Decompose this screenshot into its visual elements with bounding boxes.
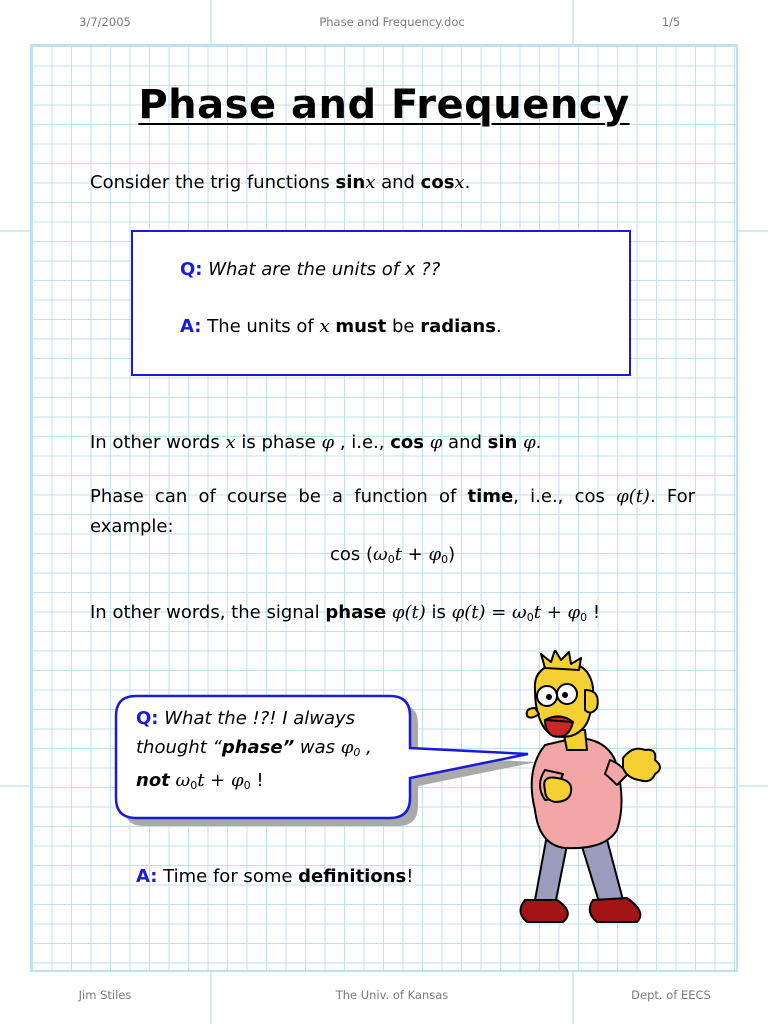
- p1-and: and: [442, 432, 488, 453]
- header-date: 3/7/2005: [79, 15, 131, 29]
- intro-sentence: [90, 172, 470, 193]
- qa-q-text: What are the units of x ??: [208, 259, 441, 280]
- p3-sub0a: 0: [526, 611, 534, 624]
- qa-q-label: Q:: [180, 259, 203, 280]
- p3-bang: !: [587, 602, 601, 623]
- p1-end: .: [535, 432, 542, 453]
- bubble-phi0: φ: [340, 737, 354, 758]
- bubble-sub0b: 0: [243, 779, 251, 792]
- bubble-was: was: [294, 737, 341, 758]
- footer-author: Jim Stiles: [78, 988, 132, 1002]
- p3-is: is: [425, 602, 452, 623]
- qa-a-label: A:: [180, 316, 202, 337]
- p2-end: . For: [649, 486, 695, 507]
- intro-and: and: [375, 172, 421, 193]
- eq-t: t: [394, 544, 402, 565]
- header-filename: Phase and Frequency.doc: [319, 15, 465, 29]
- qa-a-x: x: [319, 316, 330, 337]
- footer-department: Dept. of EECS: [631, 988, 711, 1002]
- answer-pre: Time for some: [157, 866, 299, 887]
- p2-pre: Phase can of course be a function of: [90, 486, 468, 507]
- p2-phi-t: φ(t): [616, 486, 650, 507]
- qa-a-must: must: [335, 316, 387, 337]
- bubble-comma: ,: [360, 737, 372, 758]
- eq-sub0a: 0: [387, 553, 395, 566]
- cartoon-grandpa-illustration: [505, 650, 675, 940]
- p1-phi1: φ: [321, 432, 335, 453]
- eq-phi: φ: [428, 544, 442, 565]
- p1-x: x: [225, 432, 236, 453]
- p2-time: time: [467, 486, 514, 507]
- intro-x2: x: [454, 172, 465, 193]
- intro-text: Consider the trig functions: [90, 172, 336, 193]
- p1-ie: , i.e.,: [334, 432, 391, 453]
- eq-plus: +: [401, 544, 429, 565]
- paragraph-signal-phase: [90, 602, 600, 624]
- p3-sub0b: 0: [580, 611, 588, 624]
- header-page-number: 1/5: [661, 15, 681, 29]
- eq-pre: cos (: [330, 544, 374, 565]
- margin-tick: [0, 785, 30, 787]
- p3-phase: phase: [325, 602, 387, 623]
- p2-mid: , i.e., cos: [513, 486, 617, 507]
- p3-phi-t: φ(t): [391, 602, 426, 623]
- intro-sin: sin: [335, 172, 366, 193]
- eq-omega: ω: [373, 544, 388, 565]
- footer-divider: [210, 972, 212, 1024]
- intro-end: .: [464, 172, 471, 193]
- bubble-thought: thought “: [136, 737, 222, 758]
- bubble-line2: [136, 737, 372, 759]
- eq-close: ): [448, 544, 456, 565]
- p3-lhs: φ(t) = ω: [451, 602, 527, 623]
- bubble-line1-text: What the !?! I always: [164, 708, 356, 729]
- header-divider: [572, 0, 574, 44]
- bubble-omega: ω: [175, 770, 191, 791]
- paragraph-phase-time-line1: [90, 486, 695, 507]
- bubble-not: not: [136, 770, 170, 791]
- paragraph-phase-time-line2: example:: [90, 516, 174, 537]
- bubble-sub0: 0: [353, 746, 361, 759]
- p1-phi2: φ: [424, 432, 443, 453]
- margin-tick: [738, 230, 768, 232]
- p1-phi3: φ: [517, 432, 536, 453]
- page-title: Phase and Frequency: [138, 82, 630, 128]
- p3-pre: In other words, the signal: [90, 602, 326, 623]
- p1-cos: cos: [390, 432, 424, 453]
- qa-a-radians: radians: [420, 316, 496, 337]
- qa-question: [180, 259, 440, 280]
- answer-end: !: [406, 866, 414, 887]
- answer-line: [136, 866, 413, 887]
- intro-x1: x: [365, 172, 376, 193]
- qa-box: [131, 230, 631, 376]
- page-header: [0, 0, 768, 44]
- bubble-bang: !: [250, 770, 264, 791]
- bubble-line3: [136, 770, 264, 792]
- qa-answer: [180, 316, 502, 337]
- paragraph-phase-definition: [90, 432, 541, 453]
- p3-t-plus: t + φ: [533, 602, 581, 623]
- answer-a-label: A:: [136, 866, 158, 887]
- intro-cos: cos: [420, 172, 455, 193]
- page-footer: [0, 972, 768, 1024]
- qa-a-end: .: [495, 316, 502, 337]
- equation-cos: [330, 544, 455, 566]
- answer-definitions: definitions: [298, 866, 407, 887]
- margin-tick: [738, 785, 768, 787]
- qa-a-be: be: [386, 316, 421, 337]
- p1-mid: is phase: [235, 432, 322, 453]
- eq-sub0b: 0: [441, 553, 449, 566]
- header-divider: [210, 0, 212, 44]
- bubble-phase: phase”: [221, 737, 295, 758]
- footer-divider: [572, 972, 574, 1024]
- bubble-sub0a: 0: [190, 779, 198, 792]
- bubble-line1: [136, 708, 355, 729]
- footer-university: The Univ. of Kansas: [335, 988, 449, 1002]
- p1-sin: sin: [487, 432, 518, 453]
- margin-tick: [0, 230, 30, 232]
- p1-pre: In other words: [90, 432, 226, 453]
- bubble-q-label: Q:: [136, 708, 159, 729]
- qa-a-pre: The units of: [207, 316, 320, 337]
- bubble-t-plus: t + φ: [197, 770, 244, 791]
